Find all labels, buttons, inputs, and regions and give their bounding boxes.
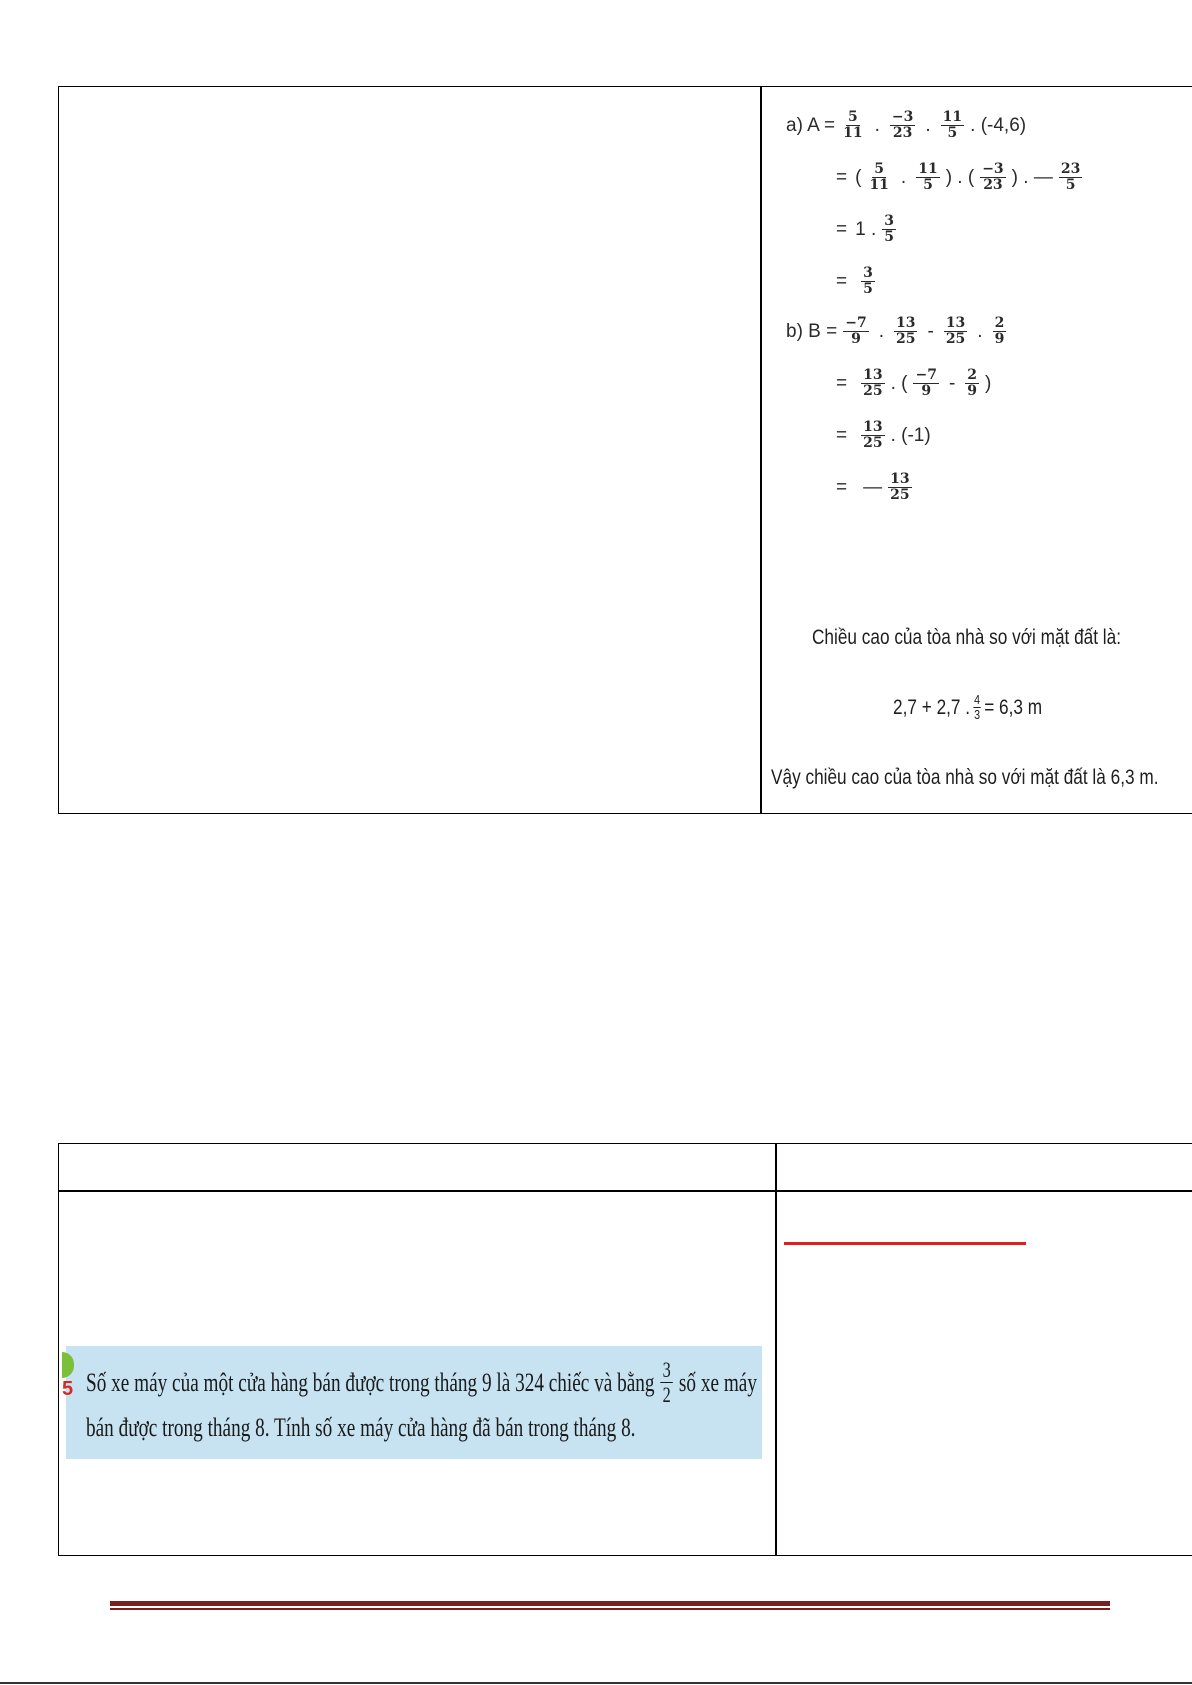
fraction: $\frac{2}{9}$ (967, 367, 978, 399)
problem-text-line-2: bán được trong tháng 8. Tính số xe máy cửa hàng đã bán trong tháng 8. (86, 1413, 636, 1442)
fraction: $\frac{5}{11}$ (869, 161, 889, 193)
part-b-line-1: b) B = $\frac{-7}{9}$ . $\frac{13}{25}$ - $\frac{13}{25}$ . $\frac{2}{9}$ (786, 315, 1005, 347)
fraction: $\frac{11}{5}$ (942, 109, 963, 141)
part-a-line-1: a) A = $\frac{5}{11}$ . $\frac{-3}{23}$ . $\frac{11}{5}$ . (-4,6) (786, 109, 1027, 141)
fraction: $\frac{-7}{9}$ (915, 367, 937, 399)
fraction: $\frac{4}{3}$ (974, 692, 981, 722)
fraction: $\frac{13}{25}$ (863, 419, 883, 451)
table-2-header-divider (58, 1190, 1192, 1192)
building-height-expression: 2,7 + 2,7 . $\frac{4}{3}$ = 6,3 m (893, 692, 1043, 722)
fraction: $\frac{13}{25}$ (890, 471, 910, 503)
footer-rule (110, 1601, 1110, 1606)
fraction: $\frac{-7}{9}$ (845, 315, 867, 347)
problem-text-line-1: Số xe máy của một cửa hàng bán được trong tháng 9 là 324 chiếc và bằng $\frac{3}{2}$ số xe máy (86, 1357, 757, 1407)
building-height-conclusion: Vậy chiều cao của tòa nhà so với mặt đất là 6,3 m. (771, 766, 1159, 789)
part-b-line-4: = — $\frac{13}{25}$ (836, 471, 910, 503)
fraction: $\frac{3}{5}$ (884, 213, 894, 245)
footer-rule-thin (110, 1608, 1110, 1610)
part-a-line-4: = $\frac{3}{5}$ (836, 265, 873, 297)
table-1-column-divider (760, 86, 762, 814)
problem-number: 5 (62, 1378, 74, 1400)
part-a-line-3: = 1 . $\frac{3}{5}$ (836, 213, 894, 245)
table-2-column-divider (775, 1143, 777, 1556)
fraction: $\frac{2}{9}$ (994, 315, 1005, 347)
fraction: $\frac{13}{25}$ (896, 315, 916, 347)
fraction: $\frac{13}{25}$ (863, 367, 883, 399)
fraction: $\frac{5}{11}$ (843, 109, 863, 141)
part-a-line-2: = ( $\frac{5}{11}$ . $\frac{11}{5}$ ) . ( $\frac{-3}{23}$ ) . — $\frac{23}{5}$ (836, 161, 1081, 193)
fraction: $\frac{11}{5}$ (918, 161, 938, 193)
fraction: $\frac{-3}{23}$ (891, 109, 914, 141)
page-bottom-edge (0, 1682, 1192, 1684)
red-underline (784, 1242, 1026, 1245)
fraction: $\frac{3}{5}$ (863, 265, 873, 297)
fraction: $\frac{3}{2}$ (660, 1358, 673, 1407)
part-b-line-3: = $\frac{13}{25}$ . (-1) (836, 419, 931, 451)
fraction: $\frac{23}{5}$ (1060, 161, 1081, 193)
part-b-line-2: = $\frac{13}{25}$ . ( $\frac{-7}{9}$ - $\frac{2}{9}$ ) (836, 367, 992, 399)
fraction: $\frac{13}{25}$ (945, 315, 966, 347)
building-height-intro: Chiều cao của tòa nhà so với mặt đất là: (812, 626, 1121, 649)
fraction: $\frac{-3}{23}$ (982, 161, 1004, 193)
